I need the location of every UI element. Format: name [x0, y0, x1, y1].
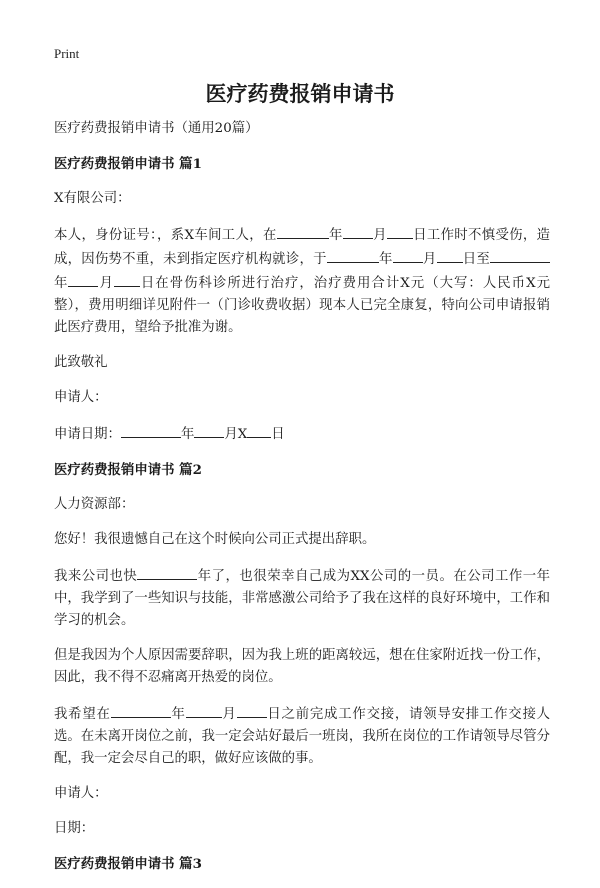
section-2-para-1: 您好！我很遗憾自己在这个时候向公司正式提出辞职。: [54, 532, 376, 547]
blank-line: [186, 702, 222, 718]
section-2-applicant: 申请人：: [54, 786, 108, 801]
section-3-heading: 医疗药费报销申请书 篇3: [54, 856, 202, 872]
month-label: 月: [221, 707, 237, 722]
blank-line: [237, 702, 267, 718]
print-link[interactable]: Print: [54, 46, 80, 61]
section-1-body: [54, 223, 550, 339]
blank-line: [137, 564, 197, 580]
blank-line: [343, 223, 373, 239]
month-label: 月: [422, 252, 437, 267]
month-label: 月: [372, 228, 387, 243]
body-text: 日工作时不慎受伤，造成，因伤势不重，未到指定医疗机构就诊，于: [54, 228, 551, 267]
document-subtitle: 医疗药费报销申请书（通用20篇）: [54, 121, 259, 136]
day-label: 日: [271, 427, 285, 442]
section-1-date: [54, 422, 550, 446]
blank-line: [68, 271, 98, 287]
section-2-para-3: 但是我因为个人原因需要辞职，因为我上班的距离较远，想在住家附近找一份工作，因此，我不得不忍痛离开热爱的岗位。: [54, 648, 550, 685]
year-label: 年: [170, 707, 186, 722]
blank-line: [247, 422, 271, 438]
year-label: 年: [54, 276, 69, 291]
month-label: 月: [98, 276, 114, 291]
blank-line: [277, 223, 329, 239]
section-2-salutation: 人力资源部：: [54, 497, 135, 512]
section-2-para-4: [54, 702, 550, 770]
section-2-heading: 医疗药费报销申请书 篇2: [54, 462, 202, 478]
blank-line: [490, 247, 550, 263]
document-body: [54, 118, 550, 888]
body-text: 年了，也很荣幸自己成为XX公司的一员。在公司工作一年中，我学到了一些知识与技能，非常感激公司给予了我在这样的良好环境中，工作和学习的机会。: [54, 569, 550, 628]
body-text: 我来公司也快: [54, 569, 138, 584]
blank-line: [393, 247, 423, 263]
document-title: 医疗药费报销申请书: [205, 81, 395, 106]
body-text: 日之前完成工作交接，请领导安排工作交接人选。在未离开岗位之前，我一定会站好最后一班岗，我所在岗位的工作请领导尽管分配，我一定会尽自己的职，做好应该做的事。: [54, 707, 551, 766]
date-label: 申请日期：: [54, 427, 121, 442]
section-1-applicant: 申请人：: [54, 390, 108, 405]
year-label: 年: [328, 228, 343, 243]
blank-line: [114, 271, 140, 287]
blank-line: [387, 223, 413, 239]
blank-line: [194, 422, 224, 438]
blank-line: [327, 247, 379, 263]
body-text: 日至: [462, 252, 491, 267]
section-1-heading: 医疗药费报销申请书 篇1: [54, 156, 202, 172]
body-text: 本人，身份证号：，系X车间工人，在: [54, 228, 277, 243]
body-text: 我希望在: [54, 707, 111, 722]
section-1-closing: 此致敬礼: [54, 355, 108, 370]
year-label: 年: [180, 427, 195, 442]
section-2-para-2: [54, 564, 550, 632]
body-text: 日在骨伤科诊所进行治疗，治疗费用合计X元（大写：人民币X元整），费用明细详见附件一（门诊收费收据）现本人已完全康复，特向公司申请报销此医疗费用，望给予批准为谢。: [54, 276, 551, 335]
blank-line: [111, 702, 171, 718]
section-1-salutation: X有限公司：: [54, 191, 131, 206]
blank-line: [437, 247, 463, 263]
month-label: 月X: [224, 427, 248, 442]
section-2-date: 日期：: [54, 821, 95, 836]
blank-line: [121, 422, 181, 438]
year-label: 年: [378, 252, 393, 267]
